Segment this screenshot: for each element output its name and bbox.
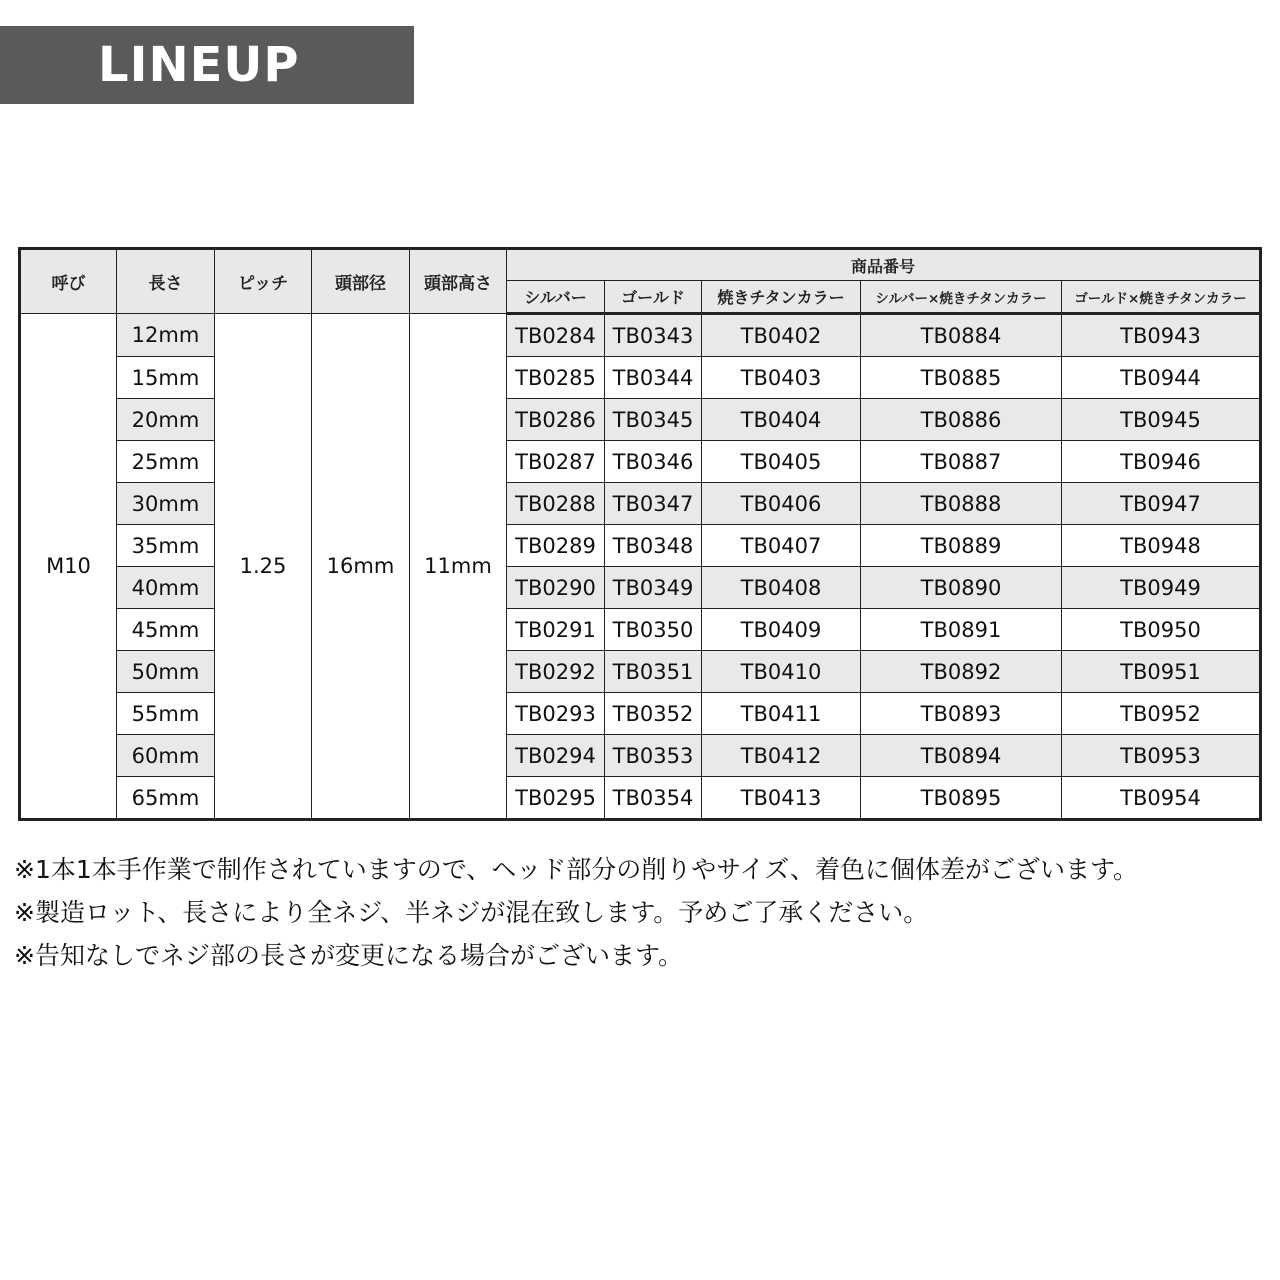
header-color-gold: ゴールド bbox=[605, 281, 702, 314]
code-cell: TB0951 bbox=[1062, 651, 1261, 693]
code-cell: TB0892 bbox=[861, 651, 1062, 693]
code-cell: TB0891 bbox=[861, 609, 1062, 651]
table-row bbox=[20, 357, 1261, 399]
header-color-gold-burnt: ゴールド×焼きチタンカラー bbox=[1062, 281, 1261, 314]
table-row bbox=[20, 399, 1261, 441]
code-cell: TB0291 bbox=[507, 609, 605, 651]
code-cell: TB0407 bbox=[702, 525, 861, 567]
code-cell: TB0410 bbox=[702, 651, 861, 693]
code-cell: TB0894 bbox=[861, 735, 1062, 777]
code-cell: TB0285 bbox=[507, 357, 605, 399]
length-cell: 25mm bbox=[117, 441, 215, 483]
length-cell: 20mm bbox=[117, 399, 215, 441]
code-cell: TB0946 bbox=[1062, 441, 1261, 483]
code-cell: TB0947 bbox=[1062, 483, 1261, 525]
code-cell: TB0348 bbox=[605, 525, 702, 567]
header-nominal: 呼び bbox=[20, 249, 117, 314]
code-cell: TB0949 bbox=[1062, 567, 1261, 609]
header-color-silver-burnt: シルバー×焼きチタンカラー bbox=[861, 281, 1062, 314]
code-cell: TB0885 bbox=[861, 357, 1062, 399]
code-cell: TB0290 bbox=[507, 567, 605, 609]
code-cell: TB0884 bbox=[861, 314, 1062, 357]
code-cell: TB0945 bbox=[1062, 399, 1261, 441]
header-pitch: ピッチ bbox=[215, 249, 312, 314]
length-cell: 12mm bbox=[117, 314, 215, 357]
code-cell: TB0890 bbox=[861, 567, 1062, 609]
code-cell: TB0343 bbox=[605, 314, 702, 357]
table-row bbox=[20, 609, 1261, 651]
code-cell: TB0352 bbox=[605, 693, 702, 735]
length-cell: 35mm bbox=[117, 525, 215, 567]
code-cell: TB0409 bbox=[702, 609, 861, 651]
head-height-cell: 11mm bbox=[410, 314, 507, 820]
code-cell: TB0288 bbox=[507, 483, 605, 525]
code-cell: TB0286 bbox=[507, 399, 605, 441]
code-cell: TB0349 bbox=[605, 567, 702, 609]
code-cell: TB0289 bbox=[507, 525, 605, 567]
header-product-number: 商品番号 bbox=[507, 249, 1261, 281]
nominal-cell: M10 bbox=[20, 314, 117, 820]
code-cell: TB0954 bbox=[1062, 777, 1261, 820]
table-row bbox=[20, 441, 1261, 483]
note-handmade: ※1本1本手作業で制作されていますので、ヘッド部分の削りやサイズ、着色に個体差がございます。 bbox=[14, 855, 1139, 884]
table-row bbox=[20, 651, 1261, 693]
header-length: 長さ bbox=[117, 249, 215, 314]
header-head-diameter: 頭部径 bbox=[312, 249, 410, 314]
code-cell: TB0344 bbox=[605, 357, 702, 399]
code-cell: TB0351 bbox=[605, 651, 702, 693]
header-color-burnt-titanium: 焼きチタンカラー bbox=[702, 281, 861, 314]
code-cell: TB0888 bbox=[861, 483, 1062, 525]
table-row bbox=[20, 314, 1261, 357]
code-cell: TB0346 bbox=[605, 441, 702, 483]
code-cell: TB0408 bbox=[702, 567, 861, 609]
code-cell: TB0953 bbox=[1062, 735, 1261, 777]
code-cell: TB0943 bbox=[1062, 314, 1261, 357]
pitch-cell: 1.25 bbox=[215, 314, 312, 820]
note-thread-type: ※製造ロット、長さにより全ネジ、半ネジが混在致します。予めご了承ください。 bbox=[14, 898, 929, 927]
code-cell: TB0404 bbox=[702, 399, 861, 441]
head-diameter-cell: 16mm bbox=[312, 314, 410, 820]
code-cell: TB0411 bbox=[702, 693, 861, 735]
length-cell: 15mm bbox=[117, 357, 215, 399]
notes bbox=[14, 848, 1264, 977]
code-cell: TB0295 bbox=[507, 777, 605, 820]
code-cell: TB0345 bbox=[605, 399, 702, 441]
table-row bbox=[20, 567, 1261, 609]
length-cell: 60mm bbox=[117, 735, 215, 777]
code-cell: TB0952 bbox=[1062, 693, 1261, 735]
code-cell: TB0293 bbox=[507, 693, 605, 735]
lineup-table bbox=[18, 247, 1262, 821]
header-color-silver: シルバー bbox=[507, 281, 605, 314]
table-row bbox=[20, 525, 1261, 567]
code-cell: TB0287 bbox=[507, 441, 605, 483]
table-row bbox=[20, 735, 1261, 777]
code-cell: TB0944 bbox=[1062, 357, 1261, 399]
length-cell: 55mm bbox=[117, 693, 215, 735]
code-cell: TB0347 bbox=[605, 483, 702, 525]
code-cell: TB0402 bbox=[702, 314, 861, 357]
code-cell: TB0292 bbox=[507, 651, 605, 693]
code-cell: TB0886 bbox=[861, 399, 1062, 441]
code-cell: TB0353 bbox=[605, 735, 702, 777]
code-cell: TB0406 bbox=[702, 483, 861, 525]
code-cell: TB0895 bbox=[861, 777, 1062, 820]
note-thread-length: ※告知なしでネジ部の長さが変更になる場合がございます。 bbox=[14, 941, 683, 970]
table-row bbox=[20, 483, 1261, 525]
table-row bbox=[20, 777, 1261, 820]
table-row bbox=[20, 693, 1261, 735]
code-cell: TB0948 bbox=[1062, 525, 1261, 567]
code-cell: TB0889 bbox=[861, 525, 1062, 567]
code-cell: TB0354 bbox=[605, 777, 702, 820]
code-cell: TB0413 bbox=[702, 777, 861, 820]
banner-title: LINEUP bbox=[98, 37, 300, 93]
code-cell: TB0412 bbox=[702, 735, 861, 777]
code-cell: TB0294 bbox=[507, 735, 605, 777]
length-cell: 40mm bbox=[117, 567, 215, 609]
code-cell: TB0350 bbox=[605, 609, 702, 651]
code-cell: TB0405 bbox=[702, 441, 861, 483]
length-cell: 65mm bbox=[117, 777, 215, 820]
code-cell: TB0893 bbox=[861, 693, 1062, 735]
code-cell: TB0887 bbox=[861, 441, 1062, 483]
length-cell: 45mm bbox=[117, 609, 215, 651]
code-cell: TB0950 bbox=[1062, 609, 1261, 651]
lineup-banner bbox=[0, 26, 414, 104]
length-cell: 30mm bbox=[117, 483, 215, 525]
header-head-height: 頭部高さ bbox=[410, 249, 507, 314]
code-cell: TB0403 bbox=[702, 357, 861, 399]
length-cell: 50mm bbox=[117, 651, 215, 693]
code-cell: TB0284 bbox=[507, 314, 605, 357]
